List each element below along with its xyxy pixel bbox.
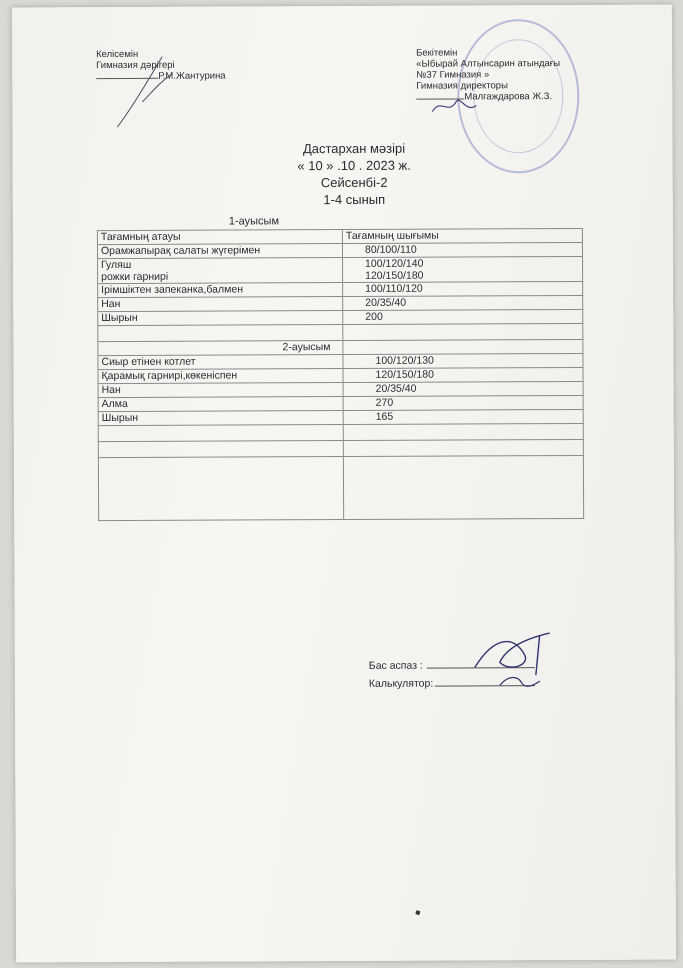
menu-grade: 1-4 сынып bbox=[323, 191, 386, 208]
cook-signature bbox=[470, 627, 560, 697]
document-page bbox=[12, 5, 676, 963]
table-row-empty bbox=[98, 455, 583, 520]
approval-right-signer: Малгаждарова Ж.З. bbox=[464, 91, 553, 103]
approval-left-line1: Келісемін bbox=[96, 48, 139, 61]
shift2-label: 2-ауысым bbox=[98, 341, 343, 356]
menu-title: Дастархан мәзірі bbox=[302, 140, 406, 157]
calc-label: Калькулятор: bbox=[369, 677, 535, 690]
col-header-name: Тағамның атауы bbox=[97, 230, 342, 245]
table-row: Нан 20/35/40 bbox=[98, 295, 583, 311]
page-mark bbox=[415, 910, 420, 915]
col-header-yield: Тағамның шығымы bbox=[342, 228, 582, 243]
approval-right-line4: Гимназия директоры bbox=[416, 80, 508, 92]
approval-left-signer: Р.М.Жантурина bbox=[158, 70, 226, 82]
table-row: Қарамық гарнирі,көкеніспен 120/150/180 bbox=[98, 367, 583, 383]
menu-day: Сейсенбі-2 bbox=[320, 174, 388, 191]
table-row: Сиыр етінен котлет 100/120/130 bbox=[98, 353, 583, 369]
menu-date: « 10 » .10 . 2023 ж. bbox=[297, 157, 411, 174]
menu-table bbox=[97, 228, 584, 521]
approval-right-line1: Бекітемін bbox=[416, 47, 458, 59]
table-row: Шырын 200 bbox=[98, 309, 583, 325]
shift1-label: 1-ауысым bbox=[228, 215, 280, 228]
table-row: Шырын 165 bbox=[98, 409, 583, 425]
cook-label: Бас аспаз : bbox=[369, 659, 535, 672]
table-row: Ірімшіктен запеканка,балмен 100/110/120 bbox=[98, 281, 583, 297]
director-signature bbox=[430, 93, 480, 121]
approval-right-line2: «Ыбырай Алтынсарин атындағы bbox=[416, 58, 561, 70]
table-row: Гуляш рожки гарнирі 100/120/140 120/150/180 bbox=[98, 256, 583, 283]
table-row: Нан 20/35/40 bbox=[98, 381, 583, 397]
doctor-signature bbox=[112, 52, 182, 132]
table-row: Алма 270 bbox=[98, 395, 583, 411]
table-row: Орамжапырақ салаты жүгерімен 80/100/110 bbox=[97, 242, 582, 258]
approval-left-line2: Гимназия дәрігері bbox=[96, 59, 175, 72]
approval-right-line3: №37 Гимназия » bbox=[416, 69, 490, 81]
